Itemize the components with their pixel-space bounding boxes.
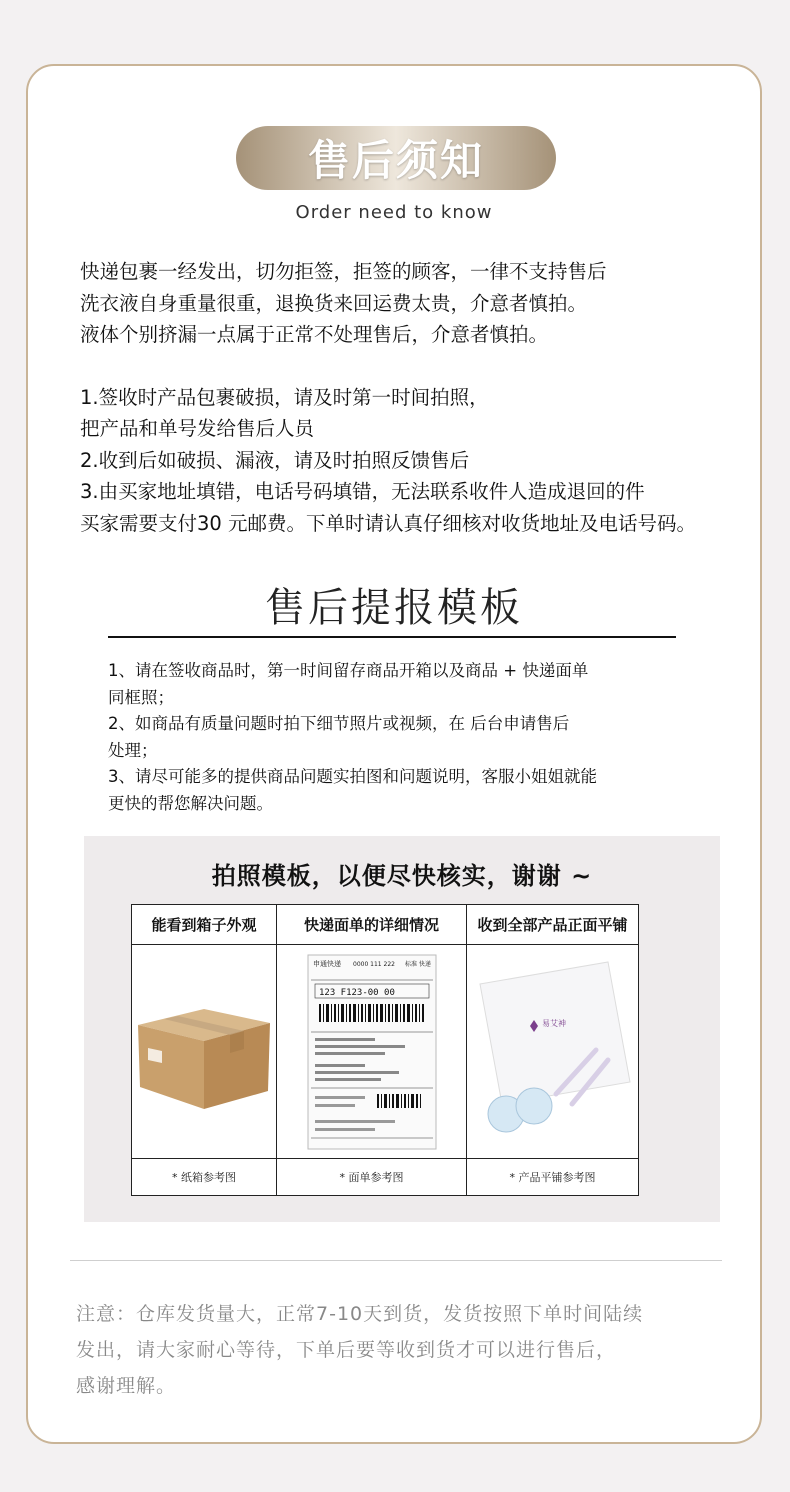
notice-line: 1.签收时产品包裹破损，请及时第一时间拍照， bbox=[80, 385, 489, 409]
notice-line: 洗衣液自身重量很重，退换货来回运费太贵，介意者慎拍。 bbox=[80, 291, 588, 315]
label-tag: 标准 快递 bbox=[404, 960, 431, 968]
template-steps bbox=[108, 658, 708, 817]
notice-line: 2.收到后如破损、漏液，请及时拍照反馈售后 bbox=[80, 448, 470, 472]
column-header: 收到全部产品正面平铺 bbox=[467, 905, 638, 945]
product-flatlay-icon bbox=[468, 954, 638, 1150]
note-line: 发出，请大家耐心等待，下单后要等收到货才可以进行售后， bbox=[76, 1339, 617, 1361]
title-underline bbox=[108, 636, 676, 638]
label-service-no: 0000 111 222 bbox=[352, 960, 395, 968]
step-line: 3、请尽可能多的提供商品问题实拍图和问题说明，客服小姐姐就能 bbox=[108, 767, 597, 786]
label-photo-cell bbox=[277, 945, 467, 1159]
notice-line: 把产品和单号发给售后人员 bbox=[80, 417, 315, 440]
product-brand: 易艾神 bbox=[541, 1018, 566, 1028]
cardboard-box-icon bbox=[134, 987, 274, 1117]
template-title: 售后提报模板 bbox=[265, 585, 523, 631]
box-photo-cell bbox=[132, 945, 277, 1159]
section-divider bbox=[70, 1260, 722, 1261]
note-line: 感谢理解。 bbox=[76, 1375, 177, 1397]
photo-template-panel bbox=[84, 836, 720, 1222]
after-sales-card bbox=[26, 64, 762, 1444]
note-line: 注意：仓库发货量大，正常7-10天到货，发货按照下单时间陆续 bbox=[76, 1303, 644, 1325]
caption: * 面单参考图 bbox=[277, 1159, 467, 1195]
step-line: 1、请在签收商品时，第一时间留存商品开箱以及商品 + 快递面单 bbox=[108, 661, 589, 680]
notice-section bbox=[80, 256, 770, 539]
shipping-note bbox=[76, 1296, 736, 1404]
page-subtitle: Order need to know bbox=[295, 202, 493, 223]
shipping-label-icon bbox=[307, 954, 437, 1150]
label-code: 123 F123-00 00 bbox=[318, 987, 395, 998]
notice-line: 快递包裹一经发出，切勿拒签，拒签的顾客，一律不支持售后 bbox=[80, 260, 607, 283]
step-line: 更快的帮您解决问题。 bbox=[108, 793, 273, 813]
label-brand: 申通快递 bbox=[312, 959, 341, 968]
step-line: 处理； bbox=[108, 740, 158, 760]
notice-line: 3.由买家地址填错，电话号码填错，无法联系收件人造成退回的件 bbox=[80, 480, 645, 503]
column-header: 快递面单的详细情况 bbox=[277, 905, 467, 945]
photo-template-table bbox=[131, 904, 639, 1196]
photo-template-title: 拍照模板，以便尽快核实，谢谢 ~ bbox=[211, 862, 593, 890]
notice-line: 液体个别挤漏一点属于正常不处理售后，介意者慎拍。 bbox=[80, 323, 549, 346]
notice-line: 买家需要支付30 元邮费。下单时请认真仔细核对收货地址及电话号码。 bbox=[80, 511, 697, 535]
step-line: 2、如商品有质量问题时拍下细节照片或视频，在 后台申请售后 bbox=[108, 714, 570, 733]
caption: * 纸箱参考图 bbox=[132, 1159, 277, 1195]
product-photo-cell bbox=[467, 945, 638, 1159]
step-line: 同框照； bbox=[108, 687, 174, 707]
title-badge bbox=[236, 126, 556, 190]
page-title: 售后须知 bbox=[307, 136, 484, 185]
column-header: 能看到箱子外观 bbox=[132, 905, 277, 945]
caption: * 产品平铺参考图 bbox=[509, 1171, 596, 1184]
